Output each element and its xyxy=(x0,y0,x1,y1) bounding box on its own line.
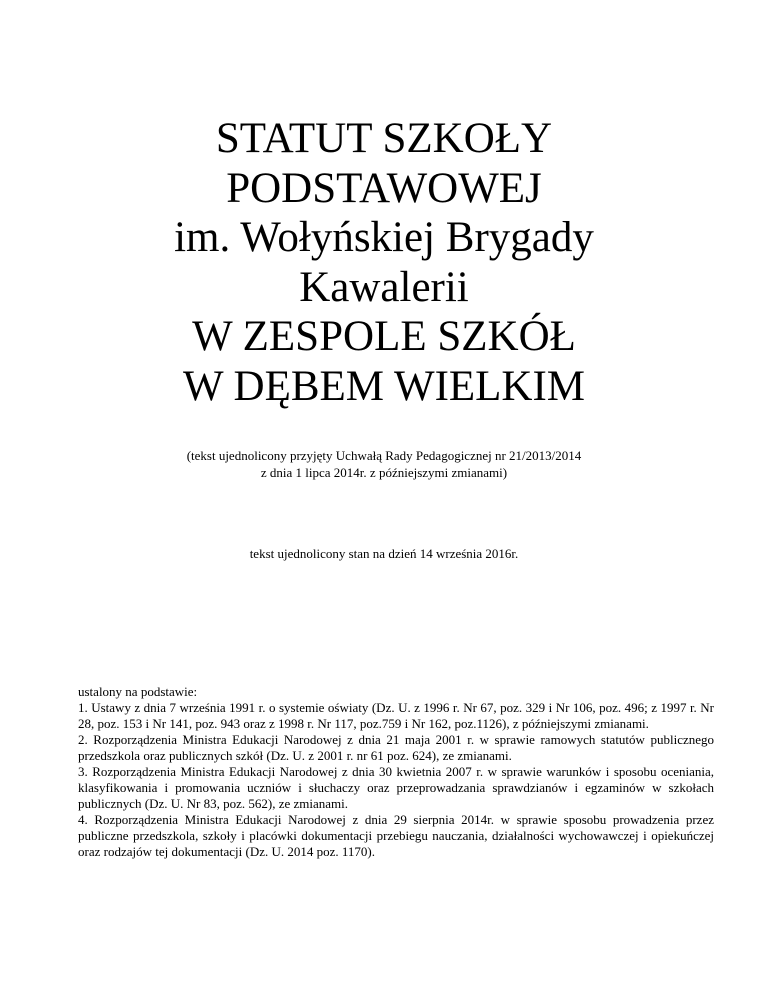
title-line: W ZESPOLE SZKÓŁ xyxy=(192,313,576,360)
subtitle-line-1: (tekst ujednolicony przyjęty Uchwałą Rady Pedagogicznej nr 21/2013/2014 xyxy=(186,448,582,463)
subtitle-line-2: z dnia 1 lipca 2014r. z późniejszymi zmianami) xyxy=(260,465,508,480)
title-line: W DĘBEM WIELKIM xyxy=(182,362,586,410)
legal-basis-intro: ustalony na podstawie: xyxy=(78,684,198,699)
legal-basis-item: 1. Ustawy z dnia 7 września 1991 r. o systemie oświaty (Dz. U. z 1996 r. Nr 67, poz. 329 i Nr 106, poz. 496; z 1997 r. Nr 28, poz. 153 i Nr 141, poz. 943 oraz z 1998 r. Nr 117, poz.759 i Nr 162, poz.1126), z późniejszymi zmianami. xyxy=(78,700,714,731)
title-line: Kawalerii xyxy=(299,263,469,311)
title-line: PODSTAWOWEJ xyxy=(226,164,542,212)
legal-basis-item: 3. Rozporządzenia Ministra Edukacji Narodowej z dnia 30 kwietnia 2007 r. w sprawie warunków i sposobu oceniania, klasyfikowania i promowania uczniów i słuchaczy oraz przeprowadzania sprawdzianów i egzaminów w szkołach publicznych (Dz. U. Nr 83, poz. 562), ze zmianami. xyxy=(78,764,714,811)
document-title xyxy=(0,114,768,411)
title-line: STATUT SZKOŁY xyxy=(215,115,553,162)
legal-basis-item: 2. Rozporządzenia Ministra Edukacji Narodowej z dnia 21 maja 2001 r. w sprawie ramowych statutów publicznego przedszkola oraz publicznych szkół (Dz. U. z 2001 r. nr 61 poz. 624), ze zmianami. xyxy=(78,732,714,763)
legal-basis-section xyxy=(78,684,714,860)
title-line: im. Wołyńskiej Brygady xyxy=(174,214,594,261)
document-subtitle xyxy=(0,447,768,481)
document-status: tekst ujednolicony stan na dzień 14 września 2016r. xyxy=(249,546,519,561)
legal-basis-item: 4. Rozporządzenia Ministra Edukacji Narodowej z dnia 29 sierpnia 2014r. w sprawie sposobu prowadzenia przez publiczne przedszkola, szkoły i placówki dokumentacji przebiegu nauczania, działalności wychowawczej i opiekuńczej oraz rodzajów tej dokumentacji (Dz. U. 2014 poz. 1170). xyxy=(78,812,714,859)
